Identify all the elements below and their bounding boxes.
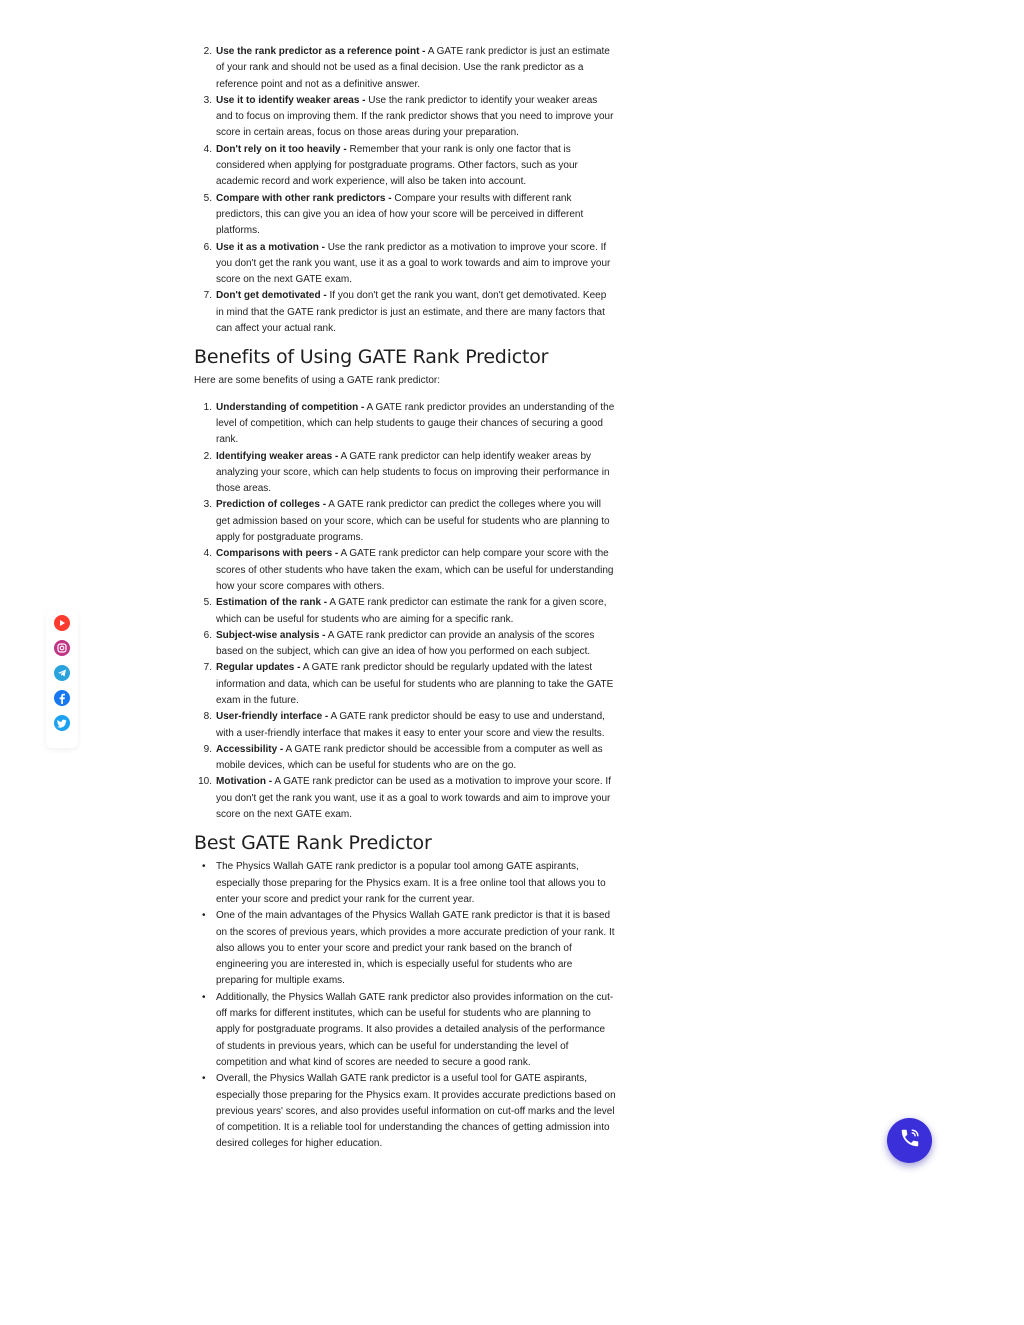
item-text: A GATE rank predictor can help compare your score with the scores of other students who have taken the exam, which can be useful for understanding how your score compares with others. [216,548,614,592]
list-item [194,400,616,449]
list-item [194,191,616,240]
item-title: Understanding of competition - [216,401,365,413]
item-text: A GATE rank predictor should be easy to use and understand, with a user-friendly interface that makes it easy to enter your score and view the results. [216,711,605,739]
list-item [194,240,616,289]
item-title: User-friendly interface - [216,711,329,723]
item-text: Use the rank predictor as a motivation to improve your score. If you don't get the rank you want, use it as a goal to work towards and aim to improve your score on the next GATE exam. [216,241,611,286]
youtube-icon[interactable] [54,615,70,631]
list-item: • Overall, the Physics Wallah GATE rank predictor is a useful tool for GATE aspirants, especially those preparing for the Physics exam. It provides accurate predictions based on previous years' scores, and also provides useful information on cut-off marks and the level of competition. It is a reliable tool for understanding the chances of getting admission into desired colleges for higher education. [194,1071,616,1152]
list-number: 2. [203,450,212,462]
item-text: A GATE rank predictor should be regularly updated with the latest information and data, which can be useful for students who are planning to take the GATE exam in the future. [216,662,614,706]
item-text: A GATE rank predictor can be used as a motivation to improve your score. If you don't get the rank you want, use it as a goal to work towards and aim to improve your score on the next GATE exam. [216,776,611,821]
list-item [194,595,616,628]
list-item [194,546,616,595]
item-title: Motivation - [216,776,273,788]
list-item [194,628,616,661]
list-number: 4. [203,548,212,560]
list-item: • One of the main advantages of the Physics Wallah GATE rank predictor is that it is based on the scores of previous years, which provides a more accurate prediction of your rank. It also allows you to enter your score and predict your rank based on the branch of engineering you are interested in, which is especially useful for students who are preparing for multiple exams. [194,908,616,989]
item-text: A GATE rank predictor can help identify weaker areas by analyzing your score, which can help students to focus on improving their performance in those areas. [216,450,610,495]
list-number: 3. [203,94,212,106]
tips-list [194,44,616,337]
item-title: Use it to identify weaker areas - [216,94,366,106]
call-button[interactable] [887,1118,932,1163]
benefits-heading: Benefits of Using GATE Rank Predictor [194,346,549,369]
list-number: 5. [203,597,212,609]
item-text: A GATE rank predictor should be accessible from a computer as well as mobile devices, which can be useful for students who are on the go. [216,743,603,772]
item-text: A GATE rank predictor is just an estimate of your rank and should not be used as a final decision. Use the rank predictor as a reference point and not as a definitive answer. [216,46,610,90]
item-text: Compare your results with different rank predictors, this can give you an idea of how your score will be perceived in different platforms. [216,192,584,237]
twitter-icon[interactable] [54,715,70,731]
item-title: Use it as a motivation - [216,241,325,253]
facebook-icon[interactable] [54,690,70,706]
item-text: If you don't get the rank you want, don't get demotivated. Keep in mind that the GATE rank predictor is just an estimate, and there are many factors that can affect your actual rank. [216,290,607,335]
list-item [194,660,616,709]
item-title: Regular updates - [216,662,301,674]
benefits-intro: Here are some benefits of using a GATE rank predictor: [194,375,441,387]
item-title: Estimation of the rank - [216,597,328,609]
item-title: Identifying weaker areas - [216,450,339,462]
item-text: A GATE rank predictor can predict the colleges where you will get admission based on your score, which can be useful for students who are planning to apply for postgraduate programs. [216,499,610,544]
best-predictor-list [194,859,616,1152]
list-number: 3. [203,499,212,511]
best-predictor-heading: Best GATE Rank Predictor [194,832,432,855]
item-text: A GATE rank predictor provides an understanding of the level of competition, which can help students to gauge their chances of securing a good rank. [216,401,615,446]
list-item [194,709,616,742]
item-text: Remember that your rank is only one factor that is considered when applying for postgraduate programs. Other factors, such as your academic record and work experience, will also be taken into account. [216,143,578,188]
list-number: 10. [198,776,212,788]
instagram-icon[interactable] [54,640,70,656]
item-title: Use the rank predictor as a reference point - [216,46,426,57]
list-number: 2. [203,46,212,57]
list-number: 8. [203,711,212,723]
list-item [194,774,616,823]
item-title: Accessibility - [216,743,284,755]
list-number: 5. [203,192,212,204]
item-title: Prediction of colleges - [216,499,327,511]
list-item [194,44,616,93]
article-body [194,44,616,1153]
item-text: Use the rank predictor to identify your weaker areas and to focus on improving them. If the rank predictor shows that you need to improve your score in certain areas, focus on those areas during your preparation. [216,94,614,139]
list-item [194,497,616,546]
list-number: 9. [203,743,212,755]
social-share-bar [46,610,78,748]
list-number: 7. [203,290,212,302]
item-text: A GATE rank predictor can estimate the rank for a given score, which can be useful for students who are aiming for a specific rank. [216,597,607,625]
item-title: Comparisons with peers - [216,548,339,560]
benefits-list [194,400,616,824]
item-title: Don't rely on it too heavily - [216,143,347,155]
list-number: 7. [203,662,212,674]
item-text: A GATE rank predictor can provide an analysis of the scores based on the subject, which can give an idea of how you performed on each subject. [216,629,595,658]
list-item: • The Physics Wallah GATE rank predictor is a popular tool among GATE aspirants, especially those preparing for the Physics exam. It is a free online tool that allows you to enter your score and predict your rank for the current year. [194,859,616,908]
list-number: 6. [203,629,212,641]
phone-icon [899,1127,921,1154]
list-item: • Additionally, the Physics Wallah GATE rank predictor also provides information on the cut-off marks for different institutes, which can be useful for students who are planning to apply for postgraduate programs. It also provides a detailed analysis of the performance of students in previous years, which can be useful for understanding the level of competition and what kind of scores are needed to secure a good rank. [194,990,616,1071]
list-item [194,142,616,191]
list-item [194,288,616,337]
item-title: Don't get demotivated - [216,290,327,302]
list-item [194,449,616,498]
list-number: 4. [203,143,212,155]
telegram-icon[interactable] [54,665,70,681]
list-item [194,742,616,775]
list-item [194,93,616,142]
item-title: Compare with other rank predictors - [216,192,392,204]
list-number: 1. [203,401,212,413]
list-number: 6. [203,241,212,253]
item-title: Subject-wise analysis - [216,629,326,641]
